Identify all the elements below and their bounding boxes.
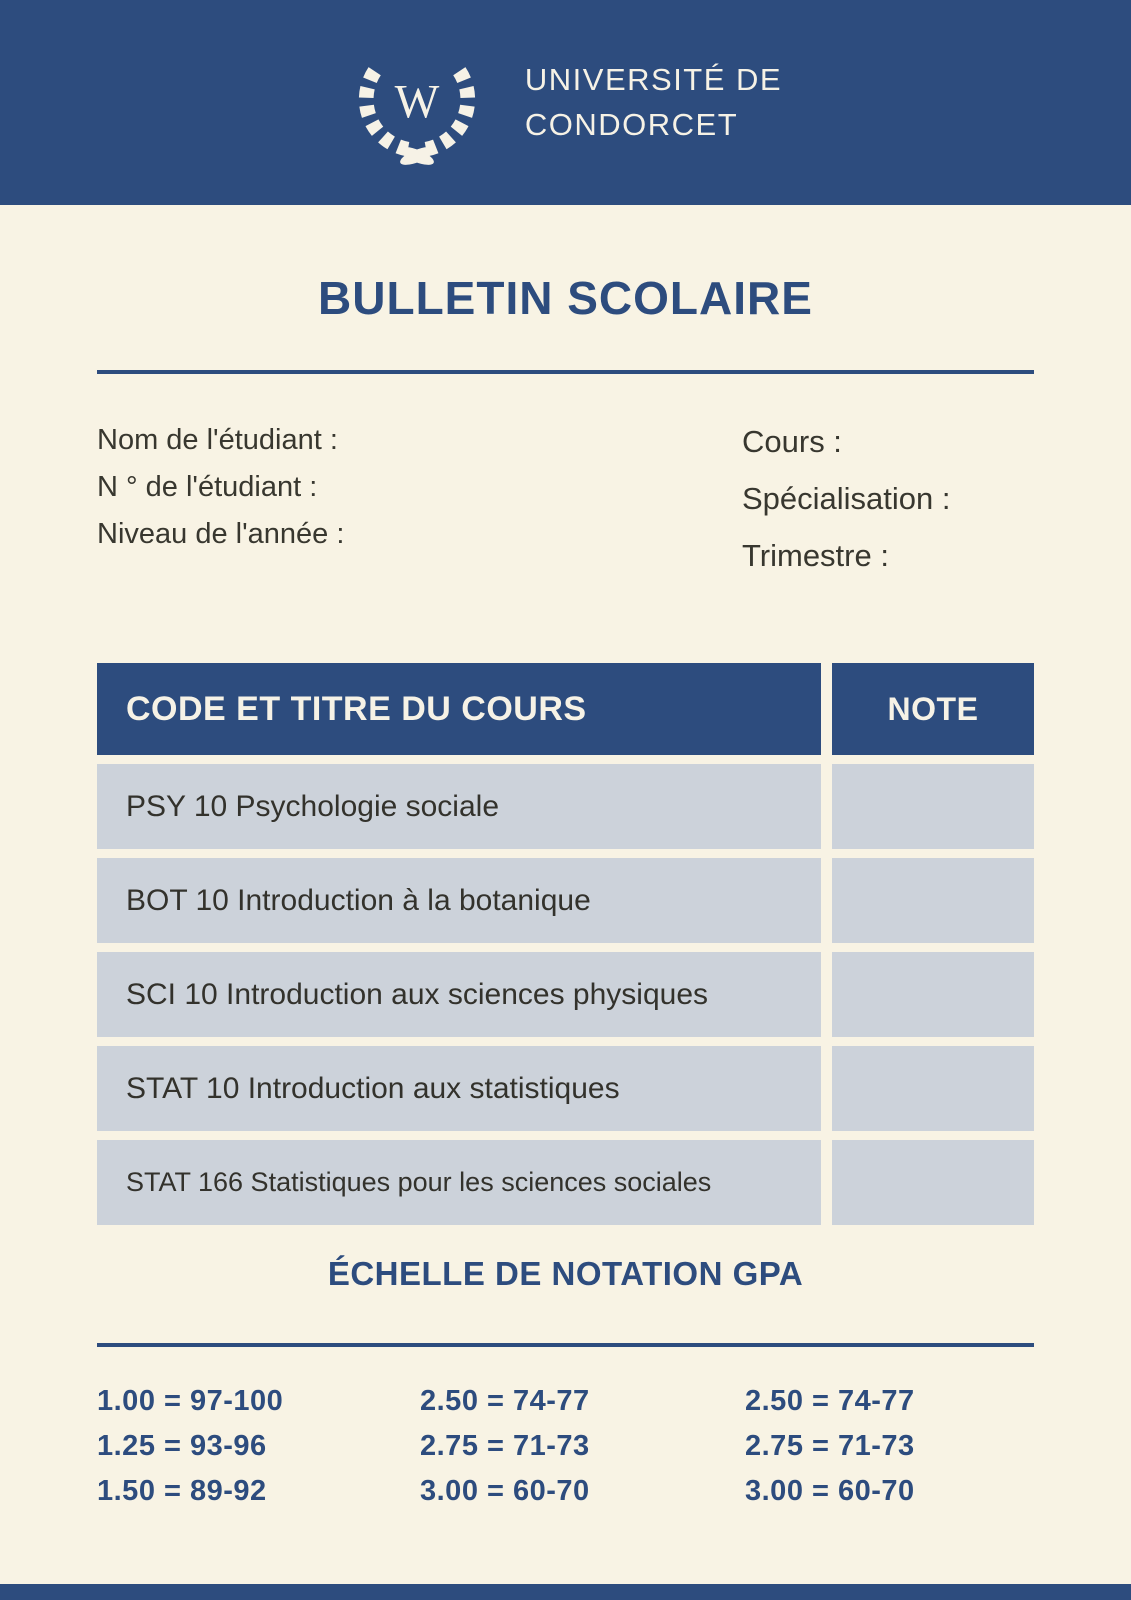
header-band [0, 0, 1131, 205]
specialization-label: Spécialisation : [742, 481, 951, 516]
gpa-scale-entry: 1.25 = 93-96 [97, 1430, 267, 1462]
gpa-scale-entry: 3.00 = 60-70 [420, 1475, 590, 1507]
table-header-row [97, 663, 1034, 755]
gpa-scale-entry: 1.00 = 97-100 [97, 1385, 284, 1417]
gpa-scale-entry: 2.75 = 71-73 [745, 1430, 915, 1462]
gpa-scale-column-2 [420, 1379, 745, 1514]
table-row [97, 858, 1034, 943]
note-cell [832, 1140, 1034, 1225]
gpa-scale-column-1 [97, 1379, 420, 1514]
trimester-label: Trimestre : [742, 538, 889, 573]
footer-band [0, 1584, 1131, 1600]
gpa-scale-entry: 2.50 = 74-77 [420, 1385, 590, 1417]
table-row [97, 952, 1034, 1037]
note-column-header: NOTE [832, 663, 1034, 755]
gpa-heading: ÉCHELLE DE NOTATION GPA [327, 1255, 804, 1292]
university-logo [349, 32, 485, 174]
note-cell [832, 858, 1034, 943]
student-info-section [97, 374, 1034, 595]
note-cell [832, 764, 1034, 849]
course-cell: STAT 166 Statistiques pour les sciences sociales [97, 1140, 821, 1225]
course-cell: PSY 10 Psychologie sociale [97, 764, 821, 849]
university-name-line1: UNIVERSITÉ DE [524, 62, 783, 98]
gpa-scale-entry: 2.50 = 74-77 [745, 1385, 915, 1417]
gpa-scale-entry: 3.00 = 60-70 [745, 1475, 915, 1507]
university-name-line2: CONDORCET [524, 106, 739, 142]
year-level-label: Niveau de l'année : [97, 518, 345, 550]
note-cell [832, 952, 1034, 1037]
gpa-scale-entry: 2.75 = 71-73 [420, 1430, 590, 1462]
gpa-scale [97, 1379, 1034, 1514]
course-cell: STAT 10 Introduction aux statistiques [97, 1046, 821, 1131]
student-number-label: N ° de l'étudiant : [97, 471, 318, 503]
note-cell [832, 1046, 1034, 1131]
gpa-scale-entry: 1.50 = 89-92 [97, 1475, 267, 1507]
gpa-scale-column-3 [745, 1379, 1034, 1514]
laurel-wreath-icon [349, 32, 485, 174]
student-name-label: Nom de l'étudiant : [97, 424, 338, 456]
course-table [97, 663, 1034, 1225]
table-row [97, 764, 1034, 849]
page-title: BULLETIN SCOLAIRE [318, 272, 813, 324]
student-info-right [742, 424, 1034, 595]
course-cell: SCI 10 Introduction aux sciences physiques [97, 952, 821, 1037]
logo-monogram: W [394, 76, 440, 129]
university-name [525, 58, 782, 146]
student-info-left [97, 424, 344, 595]
table-row [97, 1046, 1034, 1131]
course-label: Cours : [742, 424, 842, 459]
course-column-header: CODE ET TITRE DU COURS [97, 663, 821, 755]
table-row [97, 1140, 1034, 1225]
course-cell: BOT 10 Introduction à la botanique [97, 858, 821, 943]
gpa-divider [97, 1343, 1034, 1347]
